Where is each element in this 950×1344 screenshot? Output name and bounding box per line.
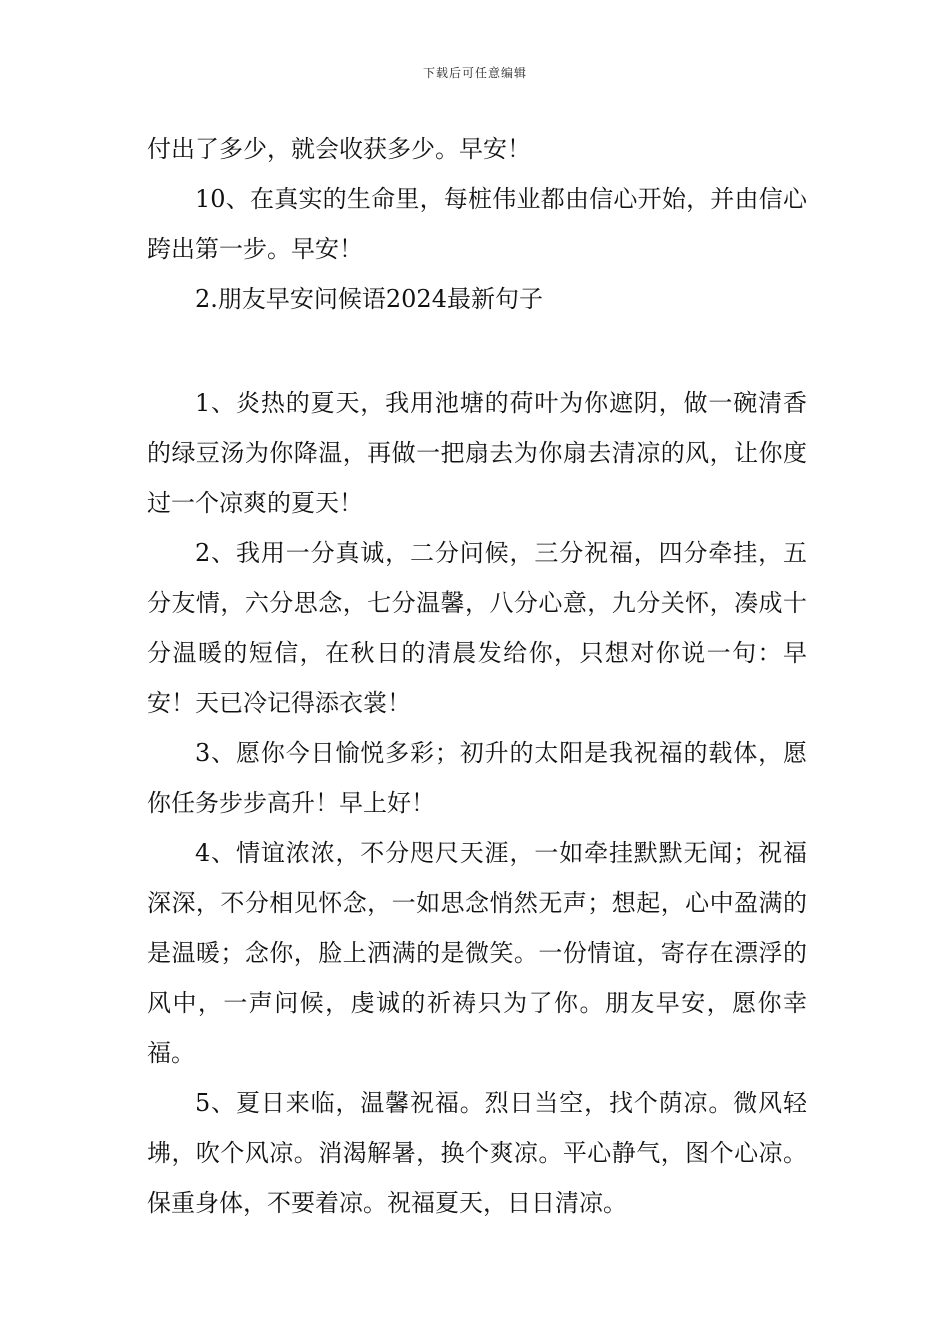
document-body — [147, 124, 807, 1228]
paragraph-item-1: 1、炎热的夏天，我用池塘的荷叶为你遮阴，做一碗清香的绿豆汤为你降温，再做一把扇去为你扇去清凉的风，让你度过一个凉爽的夏天！ — [147, 389, 807, 517]
paragraph-item-3: 3、愿你今日愉悦多彩；初升的太阳是我祝福的载体，愿你任务步步高升！早上好！ — [147, 739, 807, 817]
section-spacer — [147, 324, 807, 378]
paragraph-item-2: 2、我用一分真诚，二分问候，三分祝福，四分牵挂，五分友情，六分思念，七分温馨，八分心意，九分关怀，凑成十分温暖的短信，在秋日的清晨发给你，只想对你说一句：早安！天已冷记得添衣裳！ — [147, 539, 807, 717]
paragraph-continuation: 付出了多少，就会收获多少。早安！ — [147, 135, 531, 163]
paragraph-item-5: 5、夏日来临，温馨祝福。烈日当空，找个荫凉。微风轻坲，吹个风凉。消渴解暑，换个爽凉。平心静气，图个心凉。保重身体，不要着凉。祝福夏天，日日清凉。 — [147, 1089, 807, 1217]
section-heading: 2.朋友早安问候语2024最新句子 — [195, 285, 543, 313]
paragraph-item-4: 4、情谊浓浓，不分咫尺天涯，一如牵挂默默无闻；祝福深深，不分相见怀念，一如思念悄然无声；想起，心中盈满的是温暖；念你，脸上洒满的是微笑。一份情谊，寄存在漂浮的风中，一声问候，虔诚的祈祷只为了你。朋友早安，愿你幸福。 — [147, 839, 807, 1067]
header-note: 下载后可任意编辑 — [422, 66, 527, 80]
paragraph-item-10: 10、在真实的生命里，每桩伟业都由信心开始，并由信心跨出第一步。早安！ — [147, 185, 807, 263]
